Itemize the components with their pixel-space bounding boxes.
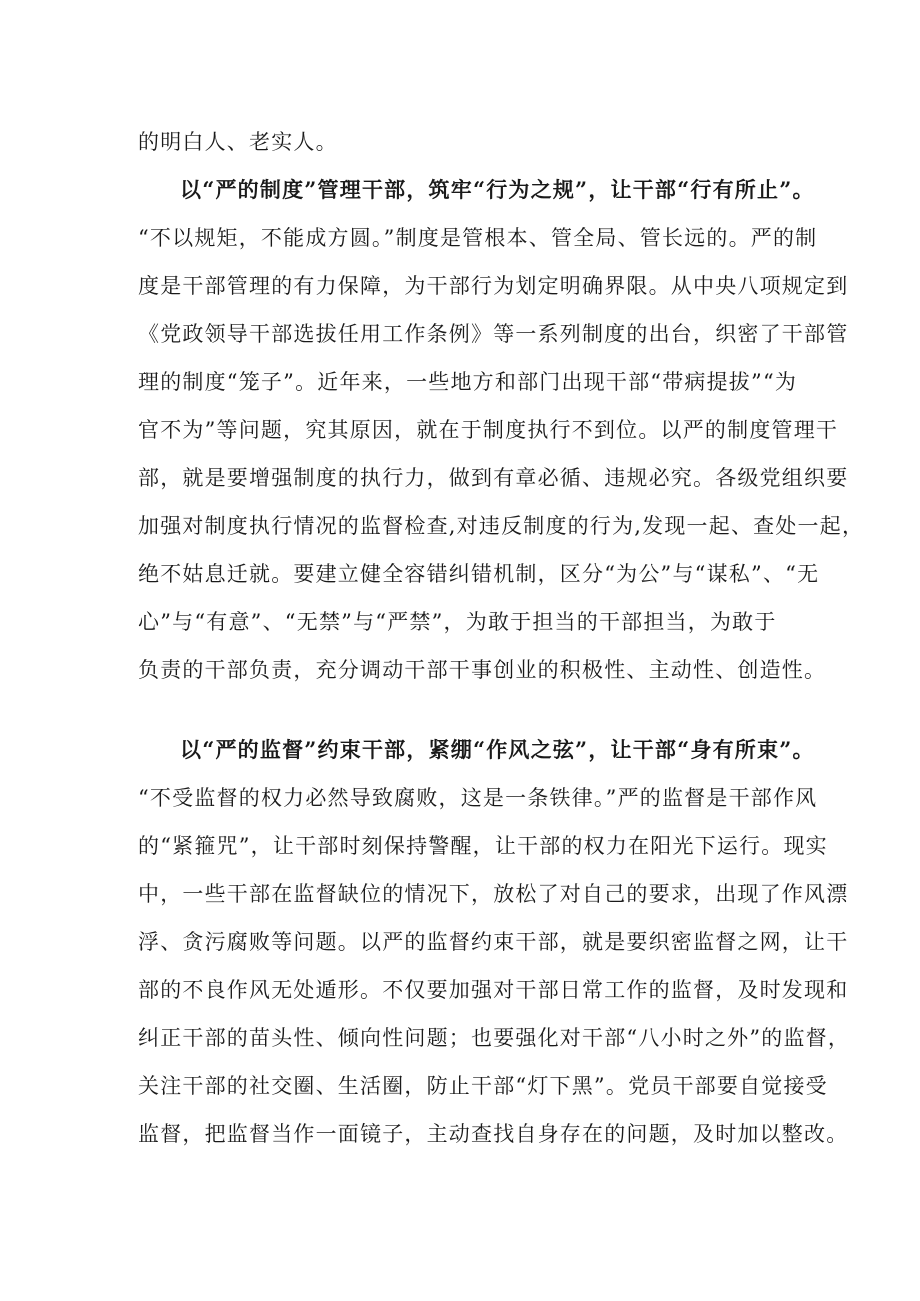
section1-line: 负责的干部负责，充分调动干部干事创业的积极性、主动性、创造性。 [138,658,827,682]
section1-line: 度是干部管理的有力保障，为干部行为划定明确界限。从中央八项规定到 [138,274,849,298]
section2-line: 浮、贪污腐败等问题。以严的监督约束干部，就是要织密监督之网，让干 [138,930,849,954]
section2-line: 中，一些干部在监督缺位的情况下，放松了对自己的要求，出现了作风漂 [138,882,849,906]
section1-line: 部，就是要增强制度的执行力，做到有章必循、违规必究。各级党组织要 [138,466,849,490]
section2-line: 部的不良作风无处遁形。不仅要加强对干部日常工作的监督，及时发现和 [138,978,849,1002]
section2-line: 监督，把监督当作一面镜子，主动查找自身存在的问题，及时加以整改。 [138,1122,849,1146]
section1-line: 绝不姑息迁就。要建立健全容错纠错机制，区分“为公”与“谋私”、“无 [138,562,820,586]
section1-line: 理的制度“笼子”。近年来，一些地方和部门出现干部“带病提拔”“为 [138,370,798,394]
section2-line: 的“紧箍咒”，让干部时刻保持警醒，让干部的权力在阳光下运行。现实 [138,834,828,858]
section1-line: 官不为”等问题，究其原因，就在于制度执行不到位。以严的制度管理干 [138,418,839,442]
section1-line: 《党政领导干部选拔任用工作条例》等一系列制度的出台，织密了干部管 [138,322,849,346]
section1-line: 心”与“有意”、“无禁”与“严禁”，为敢于担当的干部担当，为敢于 [138,610,777,634]
intro-line: 的明白人、老实人。 [138,130,338,154]
section2-line: 关注干部的社交圈、生活圈，防止干部“灯下黑”。党员干部要自觉接受 [138,1074,828,1098]
section2-heading: 以“严的监督”约束干部，紧绷“作风之弦”，让干部“身有所束”。 [180,737,815,762]
section2-line: “不受监督的权力必然导致腐败，这是一条铁律。”严的监督是干部作风 [138,786,818,810]
section2-line: 纠正干部的苗头性、倾向性问题；也要强化对干部“八小时之外”的监督， [138,1026,851,1050]
section1-line: “不以规矩，不能成方圆。”制度是管根本、管全局、管长远的。严的制 [138,226,818,250]
section1-heading: 以“严的制度”管理干部，筑牢“行为之规”，让干部“行有所止”。 [180,177,815,202]
section1-line: 加强对制度执行情况的监督检查,对违反制度的行为,发现一起、查处一起， [138,514,865,538]
